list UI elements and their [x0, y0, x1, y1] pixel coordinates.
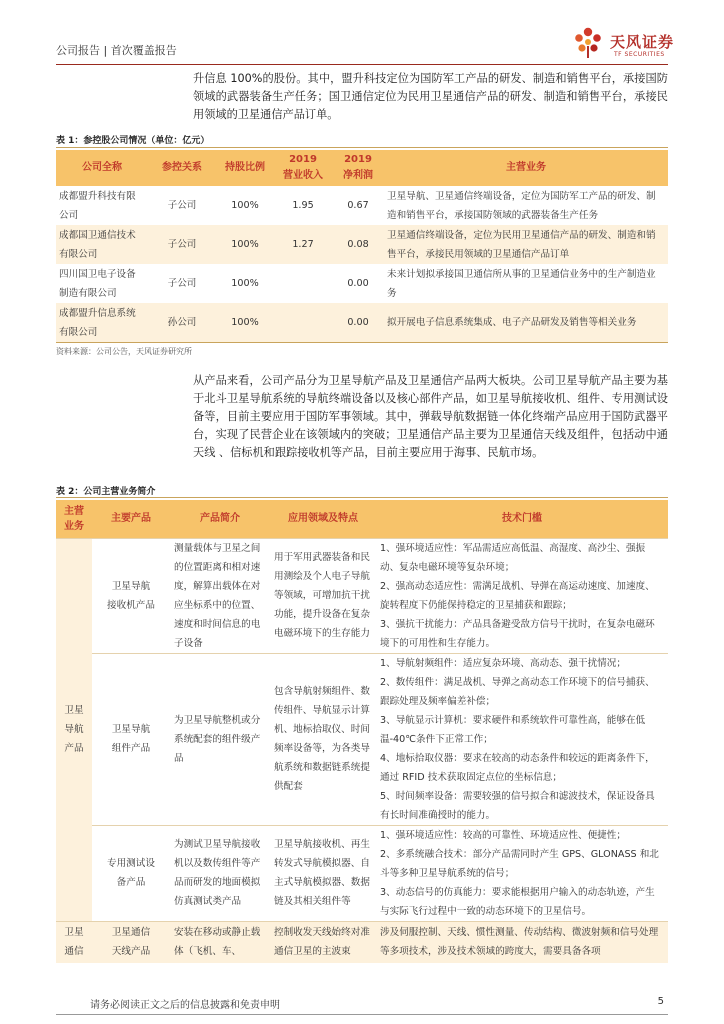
- cell-business: 卫星导航、卫星通信终端设备，定位为国防军工产品的研发、制造和销售平台，承接国防领域的武器装备生产任务: [387, 190, 656, 221]
- cell-tech: 涉及伺服控制、天线、惯性测量、传动结构、微波射频和信号处理等多项技术，涉及技术领域的跨度大，需要具备各项: [376, 921, 668, 963]
- cell-revenue: [274, 303, 332, 342]
- table1-source: 资料来源：公司公告，天风证券研究所: [56, 347, 192, 356]
- cell-profit: 0.67: [347, 200, 369, 211]
- col-header: 参控关系: [148, 150, 216, 186]
- product-label: 专用测试设 备产品: [107, 858, 155, 888]
- table2-title: 表 2：公司主营业务简介: [56, 487, 156, 497]
- product-label: 卫星导航 组件产品: [111, 724, 151, 754]
- segment-label: 卫星 通信: [64, 927, 84, 958]
- page-number: 5: [657, 996, 664, 1007]
- header-divider: [56, 64, 668, 65]
- col-header: 主要产品: [92, 500, 170, 538]
- cell-tech: [376, 538, 668, 653]
- cell-tech: [376, 825, 668, 921]
- cell-application: 用于军用武器装备和民用测绘及个人电子导航等领域，可增加抗干扰功能，提升设备在复杂电磁环境下的生存能力: [270, 538, 376, 653]
- footer-divider: [56, 1014, 668, 1015]
- col-header: 公司全称: [56, 150, 148, 186]
- table-row: [56, 538, 668, 653]
- cell-relation: 子公司: [148, 225, 216, 264]
- cell-relation: 孙公司: [148, 303, 216, 342]
- cell-application: 卫星导航接收机、再生转发式导航模拟器、自主式导航模拟器、数据链及其相关组件等: [270, 825, 376, 921]
- cell-profit: 0.00: [347, 278, 369, 289]
- cell-share: 100%: [216, 303, 274, 342]
- cell-product: [92, 921, 170, 963]
- segment-label: 卫星 导航 产品: [64, 705, 84, 754]
- col-header: [56, 500, 92, 538]
- intro-paragraph: 升信息 100%的股份。其中，盟升科技定位为国防军工产品的研发、制造和销售平台，承接国防领域的武器装备生产任务；国卫通信定位为民用卫星通信产品的研发、制造和销售平台，承接民用领域的卫星通信产品订单。: [193, 72, 668, 121]
- cell-share: 100%: [216, 225, 274, 264]
- logo-cn-text: 天风证券: [610, 33, 675, 51]
- table1-title: 表 1：参控股公司情况（单位：亿元）: [56, 136, 210, 146]
- cell-share: 100%: [231, 200, 259, 211]
- col-header: 持股比例: [216, 150, 274, 186]
- col-header-text: 2019 营业收入: [283, 154, 323, 181]
- cell-application: 包含导航射频组件、数传组件、导航显示计算机、地标拾取仪、时间频率设备等，为各类导航系统和数据链系统提供配套: [270, 653, 376, 825]
- cell-profit: 0.00: [332, 303, 384, 342]
- table2-top-rule: [56, 497, 668, 498]
- cell-profit: 0.08: [332, 225, 384, 264]
- table-header-row: [56, 500, 668, 538]
- tech-text: 1、强环境适应性：军品需适应高低温、高湿度、高沙尘、强振动、复杂电磁环境等复杂环境； 2、强高动态适应性：需满足战机、导弹在高运动速度、加速度、旋转程度下仍能保持稳定的卫星捕获和跟踪； 3、强抗干扰能力：产品具备避受敌方信号干扰时，在复杂电磁环境下的可用性和生存能力。: [380, 542, 655, 649]
- products-paragraph: 从产品来看，公司产品分为卫星导航产品及卫星通信产品两大板块。公司卫星导航产品主要为基于北斗卫星导航系统的导航终端设备以及核心部件产品，如卫星导航接收机、组件、专用测试设备等，目前主要应用于国防军事领域。其中，弹载导航数据链一体化终端产品应用于国防武器平台，实现了民营企业在该领域内的突破；卫星通信产品主要为卫星通信天线及组件，包括动中通天线 、信标机和跟踪接收机等产品，目前主要应用于海事、民航市场。: [193, 374, 668, 459]
- subsidiaries-table: [56, 150, 668, 342]
- table1-bottom-rule: [56, 342, 668, 343]
- tech-text: 1、导航射频组件：适应复杂环境、高动态、强干扰情况； 2、数传组件：满足战机、导弹之高动态工作环境下的信号捕获、跟踪处理及频率偏差补偿； 3、导航显示计算机：要求硬件和系统软件可靠性高，能够在低温-40℃条件下正常工作； 4、地标拾取仪器：要求在较高的动态条件和较远的距离条件下，通过 RFID 技术获取固定点位的坐标信息； 5、时间频率设备：需要较强的信号拟合和滤波技术，保证设备具有长时间准确授时的能力。: [380, 657, 655, 821]
- cell-product: [92, 825, 170, 921]
- cell-intro: 测量载体与卫星之间的位置距离和相对速度，解算出载体在对应坐标系中的位置、速度和时间信息的电子设备: [170, 538, 270, 653]
- cell-business: 未来计划拟承接国卫通信所从事的卫星通信业务中的生产制造业务: [387, 268, 656, 299]
- cell-revenue: [274, 264, 332, 303]
- col-header: [274, 150, 332, 186]
- cell-revenue: 1.95: [292, 200, 314, 211]
- table-row: [56, 186, 668, 225]
- col-header: [332, 150, 384, 186]
- cell-share: 100%: [231, 278, 259, 289]
- cell-business: 拟开展电子信息系统集成、电子产品研发及销售等相关业务: [384, 303, 668, 342]
- product-label: 卫星通信 天线产品: [111, 927, 151, 958]
- col-header: 产品简介: [170, 500, 270, 538]
- table-row: [56, 653, 668, 825]
- cell-business: 卫星通信终端设备，定位为民用卫星通信产品的研发、制造和销售平台，承接民用领域的卫星通信产品订单: [384, 225, 668, 264]
- cell-intro: 安装在移动或静止载体（飞机、车、: [170, 921, 270, 963]
- col-header-text: 2019 净利润: [343, 154, 373, 181]
- table-row: [56, 303, 668, 342]
- cell-application: 控制收发天线始终对准通信卫星的主波束: [270, 921, 376, 963]
- cell-revenue: 1.27: [274, 225, 332, 264]
- segment-cell: [56, 921, 92, 963]
- table-row: [56, 825, 668, 921]
- footer-disclaimer: 请务必阅读正文之后的信息披露和免责申明: [90, 1000, 280, 1011]
- table-row: [56, 225, 668, 264]
- logo-en-text: TF SECURITIES: [614, 51, 665, 58]
- cell-relation: 子公司: [167, 200, 197, 211]
- cell-company: 成都国卫通信技术有限公司: [56, 225, 148, 264]
- cell-product: [92, 653, 170, 825]
- tech-text: 1、强环境适应性：较高的可靠性、环境适应性、便捷性； 2、多系统融合技术：部分产品需同时产生 GPS、GLONASS 和北斗等多种卫星导航系统的信号； 3、动态信号的仿真能力：要求能根据用户输入的动态轨迹，产生与实际飞行过程中一致的动态环境下的卫星信号。: [380, 829, 659, 917]
- cell-relation: 子公司: [167, 278, 197, 289]
- table-row: [56, 921, 668, 963]
- col-header: 技术门槛: [376, 500, 668, 538]
- logo-flower-icon: [570, 24, 606, 60]
- report-type-label: 公司报告 | 首次覆盖报告: [56, 44, 177, 57]
- col-header: 主营业务: [384, 150, 668, 186]
- segment-cell: [56, 538, 92, 921]
- cell-intro: 为测试卫星导航接收机以及数传组件等产品而研发的地面模拟仿真测试类产品: [170, 825, 270, 921]
- col-header: 应用领域及特点: [270, 500, 376, 538]
- cell-company: 成都盟升信息系统有限公司: [56, 303, 148, 342]
- business-table: [56, 500, 668, 963]
- cell-intro: 为卫星导航整机或分系统配套的组件级产品: [170, 653, 270, 825]
- cell-company: 成都盟升科技有限公司: [59, 190, 136, 221]
- cell-tech: [376, 653, 668, 825]
- table-row: [56, 264, 668, 303]
- col-header-text: 主营 业务: [64, 505, 84, 532]
- table1-top-rule: [56, 147, 668, 148]
- table-header-row: [56, 150, 668, 186]
- cell-company: 四川国卫电子设备制造有限公司: [59, 268, 136, 299]
- product-label: 卫星导航 接收机产品: [107, 580, 155, 611]
- company-logo: [570, 24, 682, 64]
- cell-product: [92, 538, 170, 653]
